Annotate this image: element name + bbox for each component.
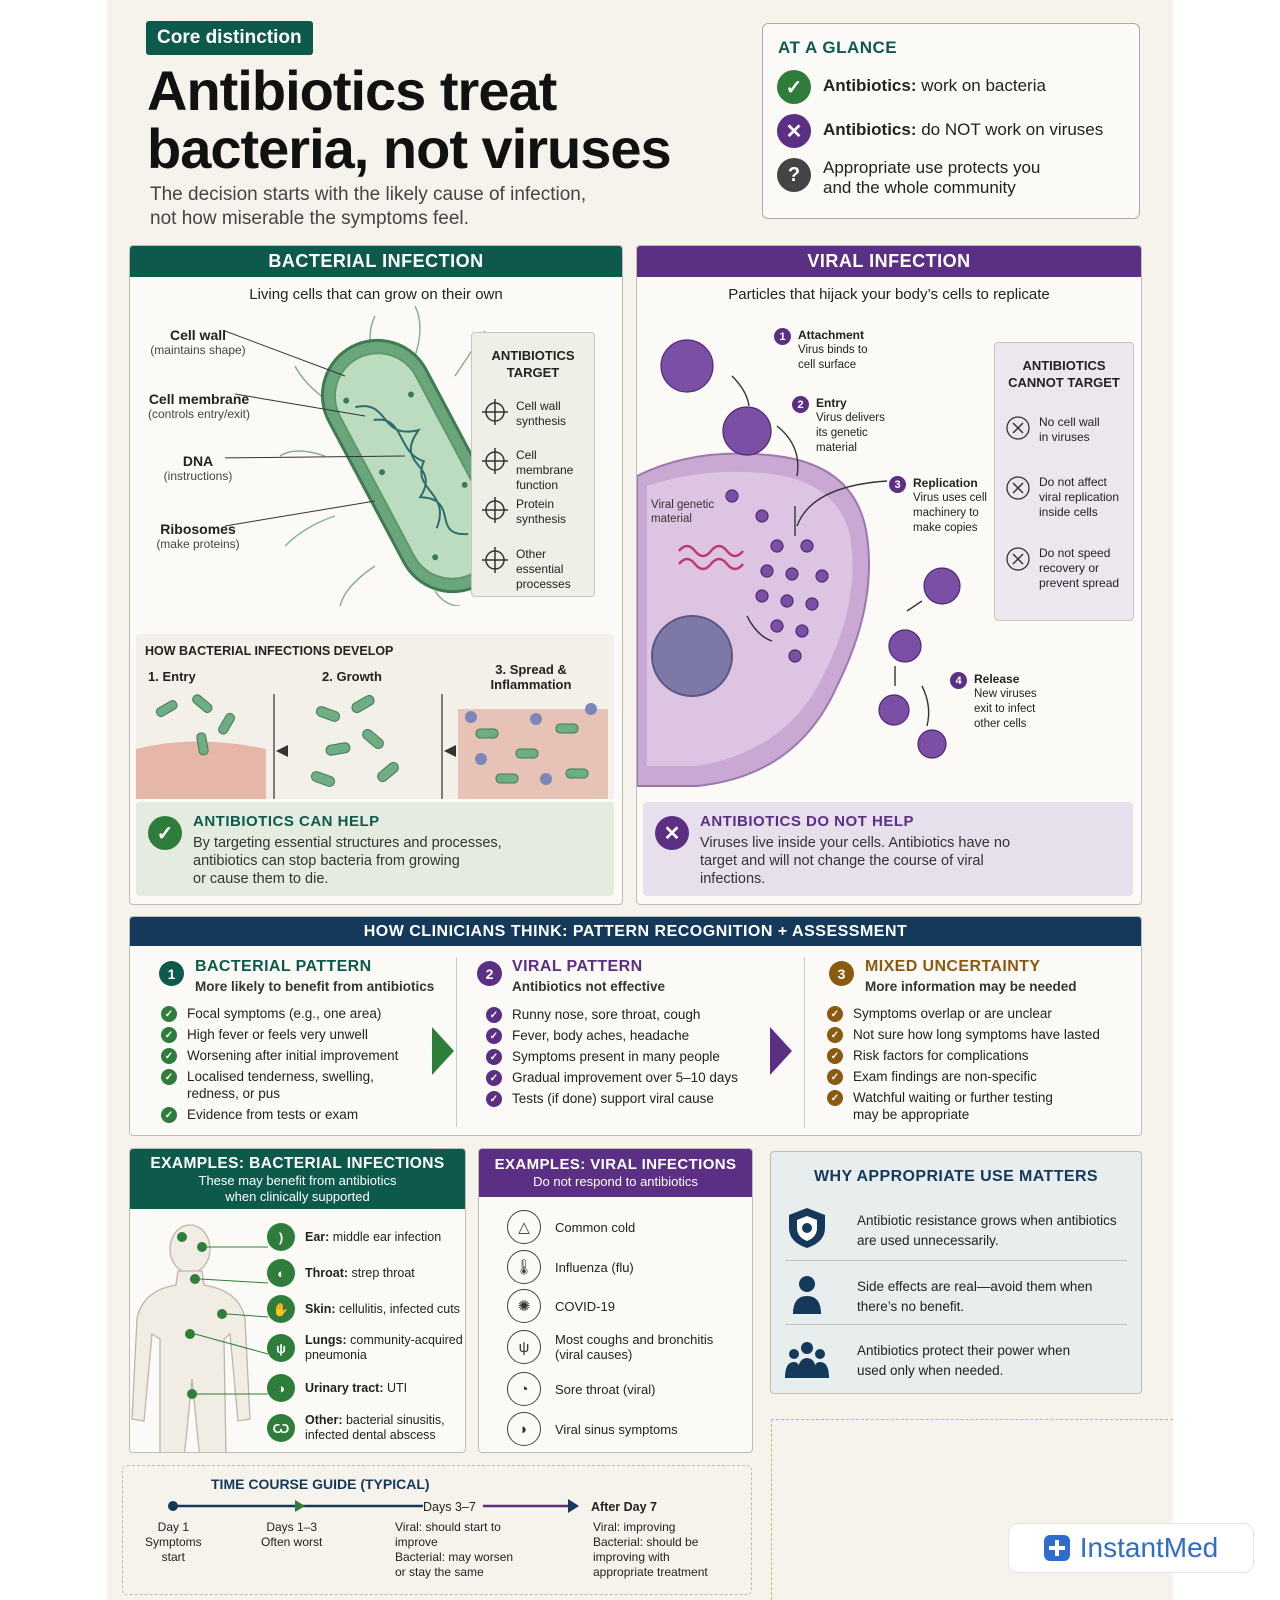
antibiotics-do-not-help <box>643 802 1133 896</box>
title-line-2: bacteria, not viruses <box>147 117 671 180</box>
step-entry: 1. Entry <box>148 669 196 684</box>
after-day-7-block: Viral: improving Bacterial: should be improving with appropriate treatment <box>593 1520 708 1579</box>
label-ribosomes: Ribosomes (make proteins) <box>156 521 240 551</box>
check-icon: ✓ <box>827 1090 843 1106</box>
list-item: ) Ear: middle ear infection <box>267 1219 463 1255</box>
sinus-icon: ◗ <box>507 1412 541 1446</box>
community-icon <box>785 1336 829 1380</box>
mixed-list <box>827 1005 1100 1127</box>
virus-icon: ✺ <box>507 1289 541 1323</box>
examples-viral-header: EXAMPLES: VIRAL INFECTIONS <box>494 1156 737 1173</box>
glance-title: AT A GLANCE <box>778 38 898 57</box>
list-item: ✓ Gradual improvement over 5–10 days <box>486 1069 738 1086</box>
examples-viral-sub: Do not respond to antibiotics <box>533 1174 698 1189</box>
nose-icon: △ <box>507 1210 541 1244</box>
mixed-title: MIXED UNCERTAINTY <box>865 958 1041 975</box>
list-item: Ѡ Other: bacterial sinusitis, infected dental abscess <box>267 1407 463 1449</box>
target-cell-membrane: Cell membrane function <box>482 448 594 493</box>
cannot-replication: Do not affect viral replication inside cells <box>1005 475 1119 520</box>
list-item: ✓ Localised tenderness, swelling, redness, or pus <box>161 1068 398 1102</box>
bacterial-header: BACTERIAL INFECTION <box>130 246 622 277</box>
days-3-7-label: Days 3–7 <box>423 1500 476 1514</box>
bacterial-pattern-title: BACTERIAL PATTERN <box>195 958 372 975</box>
subtitle-line-2: not how miserable the symptoms feel. <box>150 208 469 229</box>
crosshair-icon <box>482 399 508 425</box>
glance-text-3a: Appropriate use protects you <box>823 158 1041 177</box>
why-appropriate-use-panel <box>770 1151 1142 1394</box>
list-item: ψ Most coughs and bronchitis (viral causes) <box>507 1325 713 1369</box>
label-cell-membrane: Cell membrane (controls entry/exit) <box>147 391 251 421</box>
why-protect-power: Antibiotics protect their power when used only when needed. <box>785 1336 1127 1380</box>
do-not-help-text: Viruses live inside your cells. Antibiotics have no target and will not change the course of viral infections. <box>700 835 1011 887</box>
list-item: ✓ Worsening after initial improvement <box>161 1047 398 1064</box>
check-icon: ✓ <box>486 1007 502 1023</box>
viral-pattern-list <box>486 1006 738 1111</box>
examples-viral-panel <box>478 1148 753 1453</box>
label-dna: DNA (instructions) <box>163 453 233 483</box>
x-circle-icon <box>1005 475 1031 501</box>
list-item: ✓ Tests (if done) support viral cause <box>486 1090 738 1107</box>
glance-bold-2: Antibiotics: <box>823 120 917 139</box>
list-item: ◑ Urinary tract: UTI <box>267 1369 463 1407</box>
check-icon: ✓ <box>486 1049 502 1065</box>
brand-name: InstantMed <box>1079 1532 1219 1563</box>
time-course-title: TIME COURSE GUIDE (TYPICAL) <box>211 1476 430 1492</box>
antibiotics-cannot-target-box <box>994 342 1134 621</box>
list-item: ψ Lungs: community-acquired pneumonia <box>267 1327 463 1369</box>
list-item: 🌡 Influenza (flu) <box>507 1247 713 1287</box>
bacterial-subtitle: Living cells that can grow on their own <box>249 286 503 303</box>
list-item: ✓ Symptoms present in many people <box>486 1048 738 1065</box>
list-item: ✓ Exam findings are non-specific <box>827 1068 1100 1085</box>
viral-step-release: 4 Release New viruses exit to infect other cells <box>950 672 1037 732</box>
at-a-glance-box <box>762 23 1140 219</box>
glance-text-2: do NOT work on viruses <box>916 120 1104 139</box>
viral-genetic-label: Viral genetic material <box>651 499 715 525</box>
list-item: ✺ COVID-19 <box>507 1287 713 1325</box>
title-line-1: Antibiotics treat <box>147 59 557 122</box>
subtitle-line-1: The decision starts with the likely cause of infection, <box>150 184 587 205</box>
check-icon: ✓ <box>161 1006 177 1022</box>
list-item: ◐ Throat: strep throat <box>267 1255 463 1291</box>
page-title <box>147 59 747 180</box>
viral-panel <box>636 245 1142 905</box>
mixed-sub: More information may be needed <box>865 979 1077 994</box>
throat-icon: ◐ <box>267 1259 295 1287</box>
target-other: Other essential processes <box>482 547 594 592</box>
lungs-icon: ψ <box>507 1330 541 1364</box>
chevron-right-icon <box>432 1027 454 1075</box>
person-icon <box>785 1272 829 1316</box>
viral-pattern-sub: Antibiotics not effective <box>512 979 666 994</box>
cannot-recovery: Do not speed recovery or prevent spread <box>1005 546 1119 591</box>
check-icon: ✓ <box>486 1028 502 1044</box>
infection-stages-illustration <box>136 689 614 799</box>
clinicians-header: HOW CLINICIANS THINK: PATTERN RECOGNITION + ASSESSMENT <box>130 917 1141 946</box>
can-help-text: By targeting essential structures and processes, antibiotics can stop bacteria from growing or cause them to die. <box>193 835 502 887</box>
viral-step-entry: 2 Entry Virus delivers its genetic material <box>792 396 885 456</box>
targets-title-2: TARGET <box>506 365 560 380</box>
list-item: ✓ Not sure how long symptoms have lasted <box>827 1026 1100 1043</box>
check-icon: ✓ <box>161 1027 177 1043</box>
viral-subtitle: Particles that hijack your body’s cells to replicate <box>728 286 1050 303</box>
check-icon: ✓ <box>161 1048 177 1064</box>
list-item: ✓ Fever, body aches, headache <box>486 1027 738 1044</box>
do-not-help-title: ANTIBIOTICS DO NOT HELP <box>700 813 914 830</box>
check-icon: ✓ <box>777 70 811 104</box>
list-item: ✓ Symptoms overlap or are unclear <box>827 1005 1100 1022</box>
tooth-icon: Ѡ <box>267 1414 295 1442</box>
bacterial-examples-list <box>267 1219 463 1449</box>
list-item: ◔ Sore throat (viral) <box>507 1369 713 1409</box>
crosshair-icon <box>482 497 508 523</box>
check-icon: ✓ <box>827 1027 843 1043</box>
can-help-title: ANTIBIOTICS CAN HELP <box>193 813 380 830</box>
day-1-block: Day 1 Symptoms start <box>145 1520 202 1564</box>
head-profile-icon: ◔ <box>507 1372 541 1406</box>
glance-text-1: work on bacteria <box>916 76 1046 95</box>
x-circle-icon: ✕ <box>655 816 689 850</box>
check-icon: ✓ <box>827 1006 843 1022</box>
clinicians-panel <box>129 916 1142 1136</box>
examples-bacterial-header: EXAMPLES: BACTERIAL INFECTIONS <box>150 1155 445 1172</box>
why-title: WHY APPROPRIATE USE MATTERS <box>813 1168 1098 1185</box>
viral-step-attachment: 1 Attachment Virus binds to cell surface <box>774 328 867 373</box>
days-3-7-block: Viral: should start to improve Bacterial: may worsen or stay the same <box>395 1520 514 1579</box>
instantmed-logo <box>1008 1523 1254 1573</box>
examples-bacterial-panel <box>129 1148 466 1453</box>
target-cell-wall: Cell wall synthesis <box>482 399 566 429</box>
bacterial-panel <box>129 245 623 905</box>
x-circle-icon <box>1005 546 1031 572</box>
develop-title: HOW BACTERIAL INFECTIONS DEVELOP <box>145 644 394 658</box>
cannot-title-1: ANTIBIOTICS <box>1022 358 1106 373</box>
body-outline-illustration <box>129 1219 270 1453</box>
bacterial-pattern-sub: More likely to benefit from antibiotics <box>195 979 435 994</box>
step-growth: 2. Growth <box>322 669 382 684</box>
list-item: ✓ Watchful waiting or further testing may be appropriate <box>827 1089 1100 1123</box>
plus-icon <box>1044 1535 1070 1561</box>
viral-cell-illustration <box>637 306 987 796</box>
x-icon: ✕ <box>777 114 811 148</box>
check-icon: ✓ <box>486 1070 502 1086</box>
list-item: ✓ Risk factors for complications <box>827 1047 1100 1064</box>
viral-step-replication: 3 Replication Virus uses cell machinery to make copies <box>889 476 987 536</box>
x-circle-icon <box>1005 415 1031 441</box>
why-side-effects: Side effects are real—avoid them when there’s no benefit. <box>785 1272 1127 1316</box>
list-item: ✓ Focal symptoms (e.g., one area) <box>161 1005 398 1022</box>
list-item: ✓ High fever or feels very unwell <box>161 1026 398 1043</box>
after-day-7-label: After Day 7 <box>591 1500 657 1514</box>
time-course-panel <box>122 1465 752 1595</box>
check-circle-icon: ✓ <box>148 816 182 850</box>
glance-item-community <box>777 158 1040 198</box>
check-icon: ✓ <box>486 1091 502 1107</box>
list-item: ✋ Skin: cellulitis, infected cuts <box>267 1291 463 1327</box>
list-item: ✓ Evidence from tests or exam <box>161 1106 398 1123</box>
glance-item-viruses <box>777 114 1103 148</box>
viral-pattern-number: 2 <box>477 961 502 986</box>
list-item: ◗ Viral sinus symptoms <box>507 1409 713 1449</box>
glance-text-3b: and the whole community <box>823 178 1016 197</box>
glance-bold-1: Antibiotics: <box>823 76 917 95</box>
bacterial-pattern-number: 1 <box>159 961 184 986</box>
crosshair-icon <box>482 547 508 573</box>
chevron-right-icon <box>770 1027 792 1075</box>
label-cell-wall: Cell wall (maintains shape) <box>150 327 246 357</box>
question-icon: ? <box>777 158 811 192</box>
antibiotics-can-help <box>136 802 614 896</box>
develop-section <box>136 634 614 799</box>
targets-title-1: ANTIBIOTICS <box>491 348 575 363</box>
examples-bacterial-sub-2: when clinically supported <box>225 1189 370 1204</box>
lungs-icon: ψ <box>267 1334 295 1362</box>
skin-icon: ✋ <box>267 1295 295 1323</box>
check-icon: ✓ <box>827 1069 843 1085</box>
core-distinction-tag: Core distinction <box>146 21 313 55</box>
crosshair-icon <box>482 448 508 474</box>
list-item: ✓ Runny nose, sore throat, cough <box>486 1006 738 1023</box>
viral-examples-list <box>507 1207 713 1449</box>
why-resistance: Antibiotic resistance grows when antibiotics are used unnecessarily. <box>785 1206 1127 1250</box>
cannot-no-cell-wall: No cell wall in viruses <box>1005 415 1100 445</box>
cannot-title-2: CANNOT TARGET <box>1008 375 1120 390</box>
check-icon: ✓ <box>161 1107 177 1123</box>
mixed-number: 3 <box>829 961 854 986</box>
examples-bacterial-sub-1: These may benefit from antibiotics <box>198 1173 397 1188</box>
viral-pattern-title: VIRAL PATTERN <box>512 958 643 975</box>
step-spread: 3. Spread & Inflammation <box>490 662 572 692</box>
days-1-3-block: Days 1–3 Often worst <box>261 1520 323 1549</box>
viral-header: VIRAL INFECTION <box>637 246 1141 277</box>
ear-icon: ) <box>267 1223 295 1251</box>
page-subtitle <box>150 183 640 231</box>
bacterial-pattern-list <box>161 1005 398 1127</box>
check-icon: ✓ <box>161 1069 177 1085</box>
kidney-icon: ◑ <box>267 1374 295 1402</box>
shield-icon <box>785 1206 829 1250</box>
thermometer-icon: 🌡 <box>507 1250 541 1284</box>
glance-item-bacteria <box>777 70 1046 104</box>
antibiotics-target-box <box>471 332 595 597</box>
target-protein: Protein synthesis <box>482 497 566 527</box>
check-icon: ✓ <box>827 1048 843 1064</box>
list-item: △ Common cold <box>507 1207 713 1247</box>
